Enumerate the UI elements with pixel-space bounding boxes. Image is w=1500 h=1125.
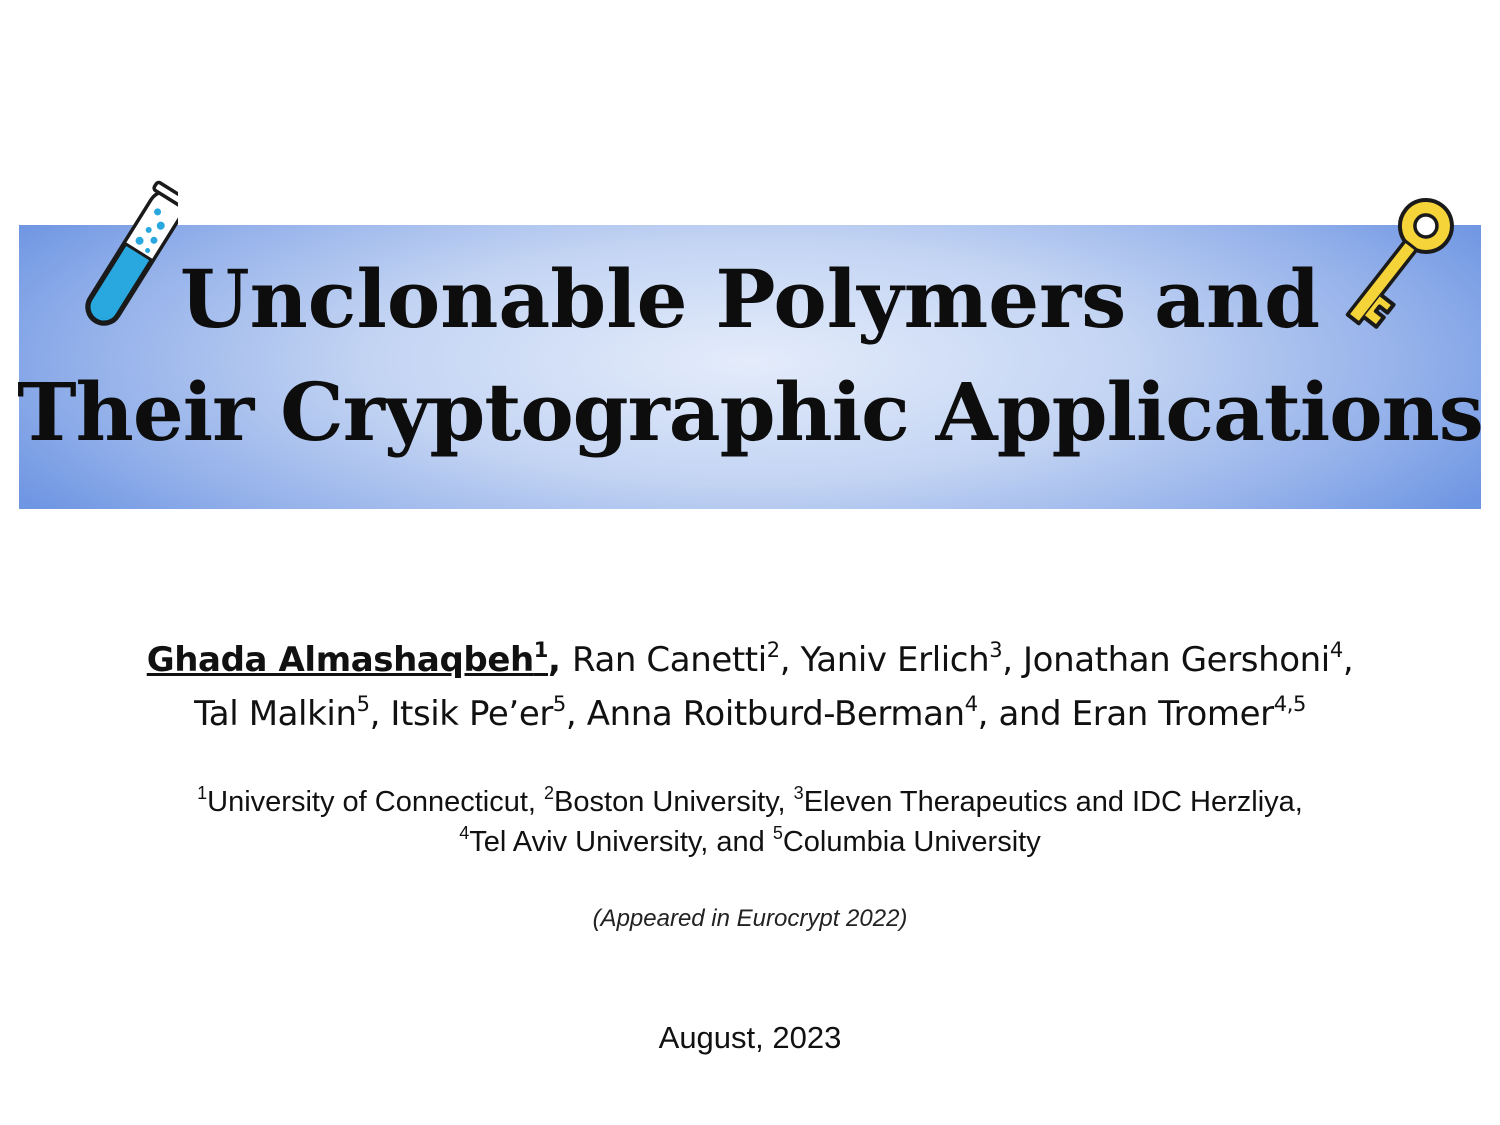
author-name: Jonathan Gershoni: [1023, 640, 1330, 680]
authors-line-1: Ghada Almashaqbeh$^1$, Ran Canetti$^2$, Yaniv Erlich$^3$, Jonathan Gershoni$^4$,: [146, 638, 1354, 680]
author-name: Tal Malkin: [194, 694, 357, 734]
presenter-name: Ghada Almashaqbeh$^1$: [146, 638, 549, 680]
affiliation: Eleven Therapeutics and IDC Herzliya: [803, 786, 1295, 818]
affiliations-line-1: $^1$University of Connecticut, $^2$Boston University, $^3$Eleven Therapeutics and IDC Herzliya,: [197, 783, 1303, 818]
venue-note: (Appeared in Eurocrypt 2022): [592, 905, 908, 932]
authors-line-2: Tal Malkin$^5$, Itsik $Pe’er^5$, Anna Roitburd-Berman$^4$, and Eran Tromer$^{4,5}$: [194, 692, 1306, 734]
author-name: Itsik Pe’er: [390, 694, 553, 734]
test-tube-icon: [48, 178, 178, 348]
presentation-date: August, 2023: [658, 1020, 842, 1055]
title-line-1: Unclonable Polymers and: [179, 252, 1321, 346]
affiliation: University of Connecticut: [207, 786, 528, 818]
key-icon: [1330, 186, 1465, 341]
author-name: Eran Tromer: [1071, 694, 1274, 734]
affiliation: Tel Aviv University: [469, 826, 701, 858]
affiliation: Columbia University: [782, 826, 1041, 858]
author-name: Anna Roitburd-Berman: [586, 694, 965, 734]
title-line-2: Their Cryptographic Applications: [17, 365, 1483, 459]
author-name: Yaniv Erlich: [800, 640, 990, 680]
affiliation: Boston University: [554, 786, 778, 818]
author-name: Ran Canetti: [571, 640, 767, 680]
affiliations-line-2: $^4$Tel Aviv University, and $^5$Columbia University: [459, 823, 1041, 858]
